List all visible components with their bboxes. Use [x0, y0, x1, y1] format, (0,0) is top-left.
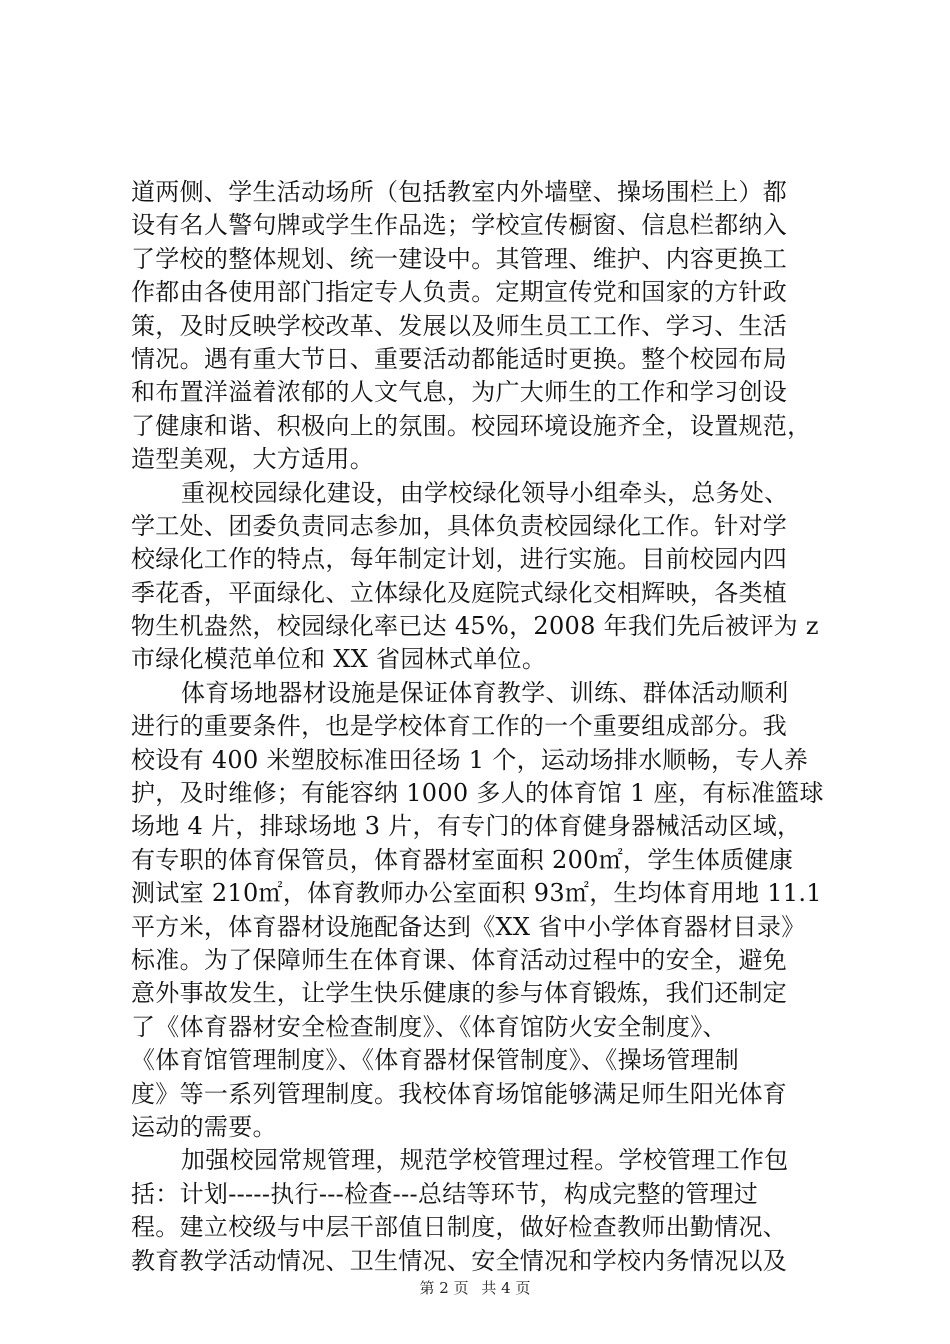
text-line: 程。建立校级与中层干部值日制度，做好检查教师出勤情况、: [131, 1213, 788, 1242]
text-line: 运动的需要。: [131, 1112, 277, 1141]
text-line: 策，及时反映学校改革、发展以及师生员工工作、学习、生活: [131, 311, 788, 340]
text-line: 校绿化工作的特点，每年制定计划，进行实施。目前校园内四: [131, 545, 788, 574]
text-line: 场地 4 片，排球场地 3 片，有专门的体育健身器械活动区域，: [131, 812, 802, 841]
text-line: 物生机盎然，校园绿化率已达 45%，2008 年我们先后被评为 z: [131, 612, 819, 641]
text-line: 情况。遇有重大节日、重要活动都能适时更换。整个校园布局: [131, 344, 788, 373]
text-line: 教育教学活动情况、卫生情况、安全情况和学校内务情况以及: [131, 1246, 788, 1275]
page-total: 共 4 页: [481, 1279, 531, 1297]
text-line: 意外事故发生，让学生快乐健康的参与体育锻炼，我们还制定: [131, 979, 788, 1008]
text-line: 标准。为了保障师生在体育课、体育活动过程中的安全，避免: [131, 945, 788, 974]
text-line: 测试室 210㎡，体育教师办公室面积 93㎡，生均体育用地 11.1: [131, 879, 822, 908]
text-line: 《体育馆管理制度》、《体育器材保管制度》、《操场管理制: [131, 1046, 740, 1075]
text-line: 进行的重要条件，也是学校体育工作的一个重要组成部分。我: [131, 712, 788, 741]
text-line: 和布置洋溢着浓郁的人文气息，为广大师生的工作和学习创设: [131, 378, 788, 407]
text-line: 护，及时维修；有能容纳 1000 多人的体育馆 1 座，有标准篮球: [131, 779, 824, 808]
text-line: 括：计划-----执行---检查---总结等环节，构成完整的管理过: [131, 1179, 759, 1208]
text-line: 道两侧、学生活动场所（包括教室内外墙壁、操场围栏上）都: [131, 178, 788, 206]
text-line: 造型美观，大方适用。: [131, 445, 374, 474]
text-line: 季花香，平面绿化、立体绿化及庭院式绿化交相辉映，各类植: [131, 578, 788, 607]
text-line: 了《体育器材安全检查制度》、《体育馆防火安全制度》、: [131, 1012, 727, 1041]
text-line: 度》等一系列管理制度。我校体育场馆能够满足师生阳光体育: [131, 1079, 788, 1108]
document-body: [131, 176, 831, 1278]
paragraph: [131, 677, 831, 1144]
text-line: 设有名人警句牌或学生作品选；学校宣传橱窗、信息栏都纳入: [131, 211, 788, 240]
paragraph: [131, 1144, 831, 1278]
page-footer: [0, 1278, 950, 1298]
text-line: 作都由各使用部门指定专人负责。定期宣传党和国家的方针政: [131, 278, 788, 307]
paragraph: [131, 477, 831, 677]
text-line: 市绿化模范单位和 XX 省园林式单位。: [131, 645, 547, 674]
paragraph: [131, 176, 831, 477]
text-line: 体育场地器材设施是保证体育教学、训练、群体活动顺利: [181, 678, 789, 707]
page-number: 第 2 页: [419, 1279, 469, 1297]
text-line: 重视校园绿化建设，由学校绿化领导小组牵头，总务处、: [181, 478, 789, 507]
text-line: 有专职的体育保管员，体育器材室面积 200㎡，学生体质健康: [131, 845, 794, 874]
text-line: 了健康和谐、积极向上的氛围。校园环境设施齐全，设置规范，: [131, 411, 812, 440]
text-line: 平方米，体育器材设施配备达到《XX 省中小学体育器材目录》: [131, 912, 806, 941]
text-line: 学工处、团委负责同志参加，具体负责校园绿化工作。针对学: [131, 511, 788, 540]
text-line: 了学校的整体规划、统一建设中。其管理、维护、内容更换工: [131, 244, 788, 273]
text-line: 校设有 400 米塑胶标准田径场 1 个，运动场排水顺畅，专人养: [131, 745, 809, 774]
text-line: 加强校园常规管理，规范学校管理过程。学校管理工作包: [181, 1146, 789, 1175]
